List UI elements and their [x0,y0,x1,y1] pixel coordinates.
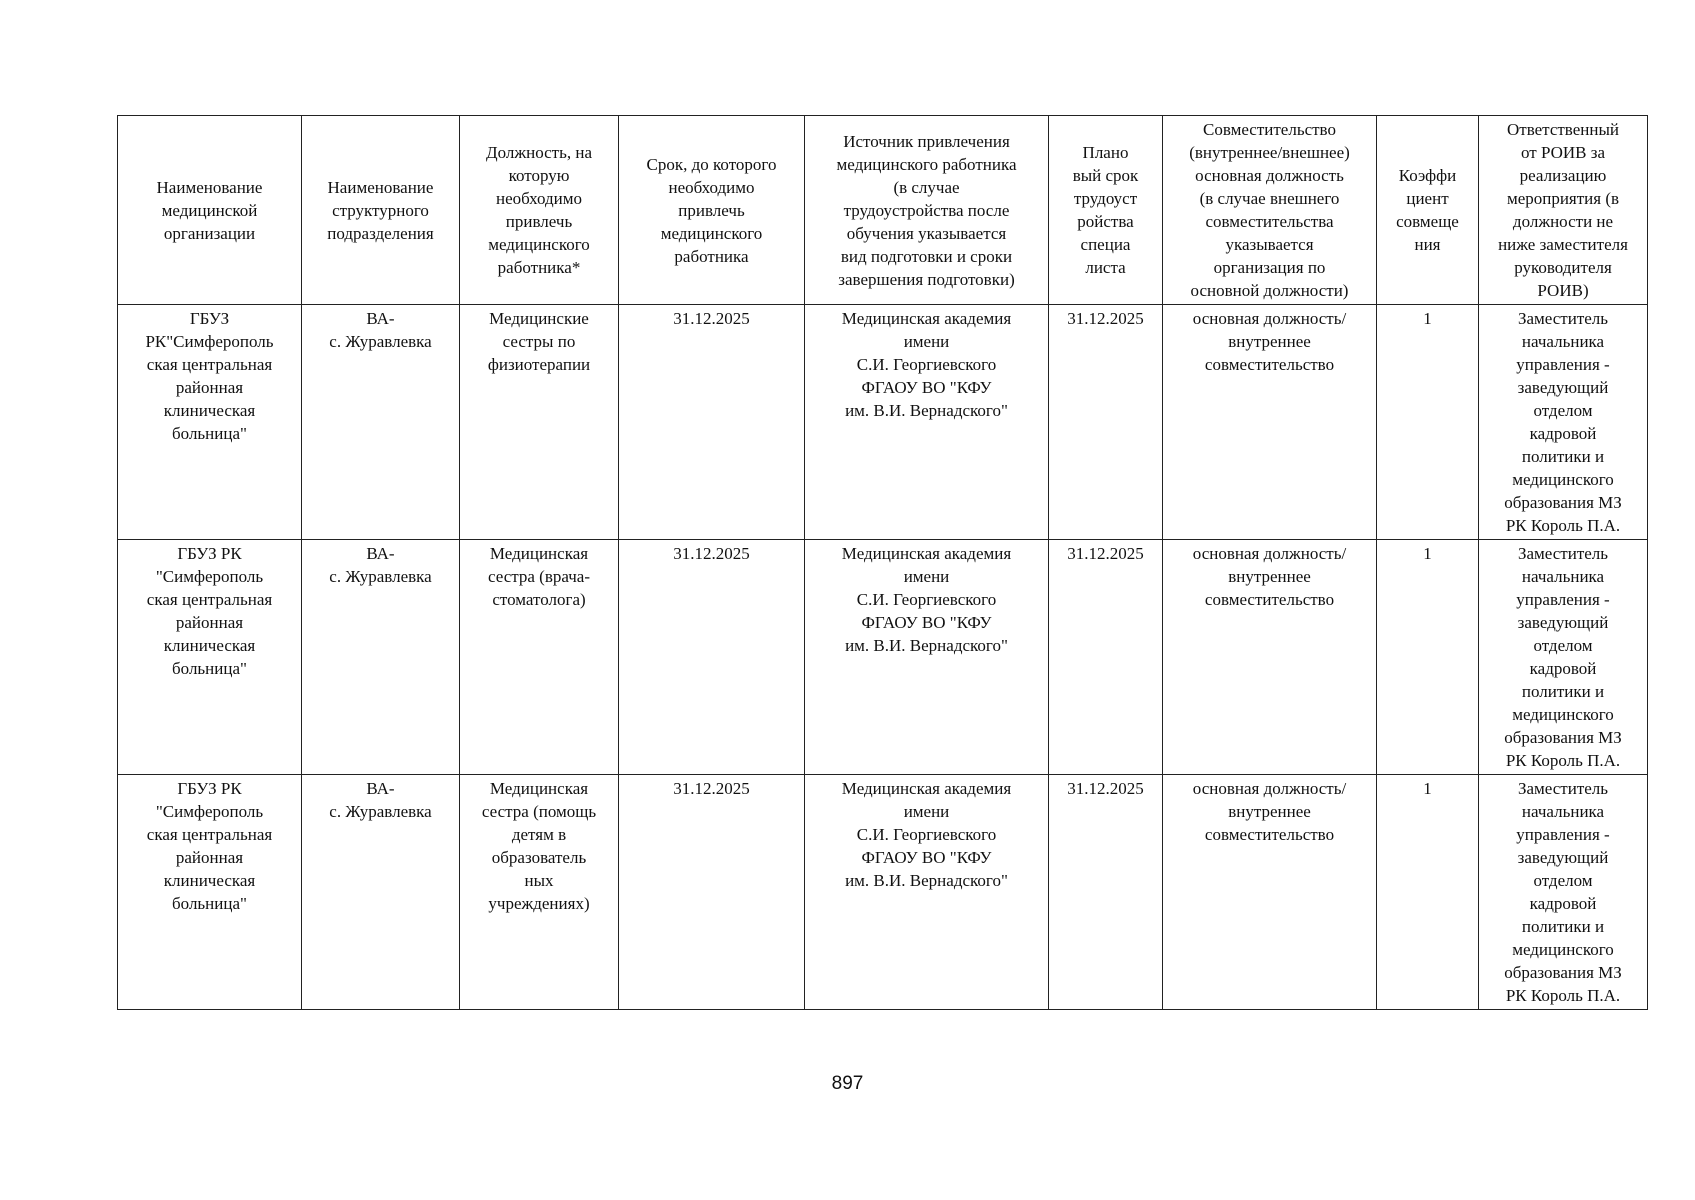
header-organization: Наименование медицинской организации [118,116,302,305]
cell-coefficient: 1 [1377,540,1479,775]
header-source: Источник привлечения медицинского работника (в случае трудоустройства после обучения указывается вид подготовки и сроки завершения подготовки) [805,116,1049,305]
cell-organization: ГБУЗ РК "Симферополь ская центральная районная клиническая больница" [118,775,302,1010]
table-row [118,775,1648,1010]
cell-source: Медицинская академия имени С.И. Георгиевского ФГАОУ ВО "КФУ им. В.И. Вернадского" [805,775,1049,1010]
cell-position: Медицинская сестра (помощь детям в образователь ных учреждениях) [460,775,619,1010]
cell-position: Медицинские сестры по физиотерапии [460,305,619,540]
cell-organization: ГБУЗ РК"Симферополь ская центральная районная клиническая больница" [118,305,302,540]
cell-combination: основная должность/ внутреннее совместительство [1163,305,1377,540]
cell-planned-date: 31.12.2025 [1049,540,1163,775]
staffing-table [117,115,1648,1010]
cell-source: Медицинская академия имени С.И. Георгиевского ФГАОУ ВО "КФУ им. В.И. Вернадского" [805,305,1049,540]
cell-planned-date: 31.12.2025 [1049,775,1163,1010]
cell-planned-date: 31.12.2025 [1049,305,1163,540]
table-row [118,540,1648,775]
cell-coefficient: 1 [1377,775,1479,1010]
header-row [118,116,1648,305]
cell-coefficient: 1 [1377,305,1479,540]
cell-responsible: Заместитель начальника управления - заведующий отделом кадровой политики и медицинского образования МЗ РК Король П.А. [1479,540,1648,775]
cell-deadline: 31.12.2025 [619,540,805,775]
cell-responsible: Заместитель начальника управления - заведующий отделом кадровой политики и медицинского образования МЗ РК Король П.А. [1479,305,1648,540]
header-deadline: Срок, до которого необходимо привлечь медицинского работника [619,116,805,305]
table-row [118,305,1648,540]
header-subdivision: Наименование структурного подразделения [302,116,460,305]
table-body [118,305,1648,1010]
cell-deadline: 31.12.2025 [619,305,805,540]
header-position: Должность, на которую необходимо привлечь медицинского работника* [460,116,619,305]
cell-subdivision: ВА- с. Журавлевка [302,775,460,1010]
cell-responsible: Заместитель начальника управления - заведующий отделом кадровой политики и медицинского образования МЗ РК Король П.А. [1479,775,1648,1010]
cell-combination: основная должность/ внутреннее совместительство [1163,775,1377,1010]
cell-position: Медицинская сестра (врача- стоматолога) [460,540,619,775]
cell-subdivision: ВА- с. Журавлевка [302,540,460,775]
header-combination: Совместительство (внутреннее/внешнее) основная должность (в случае внешнего совместительства указывается организация по основной должности) [1163,116,1377,305]
cell-subdivision: ВА- с. Журавлевка [302,305,460,540]
cell-deadline: 31.12.2025 [619,775,805,1010]
header-responsible: Ответственный от РОИВ за реализацию мероприятия (в должности не ниже заместителя руководителя РОИВ) [1479,116,1648,305]
header-coefficient: Коэффи циент совмеще ния [1377,116,1479,305]
page-number: 897 [831,1073,864,1094]
cell-organization: ГБУЗ РК "Симферополь ская центральная районная клиническая больница" [118,540,302,775]
header-planned-date: Плано вый срок трудоуст ройства специа листа [1049,116,1163,305]
table-header [118,116,1648,305]
cell-source: Медицинская академия имени С.И. Георгиевского ФГАОУ ВО "КФУ им. В.И. Вернадского" [805,540,1049,775]
cell-combination: основная должность/ внутреннее совместительство [1163,540,1377,775]
